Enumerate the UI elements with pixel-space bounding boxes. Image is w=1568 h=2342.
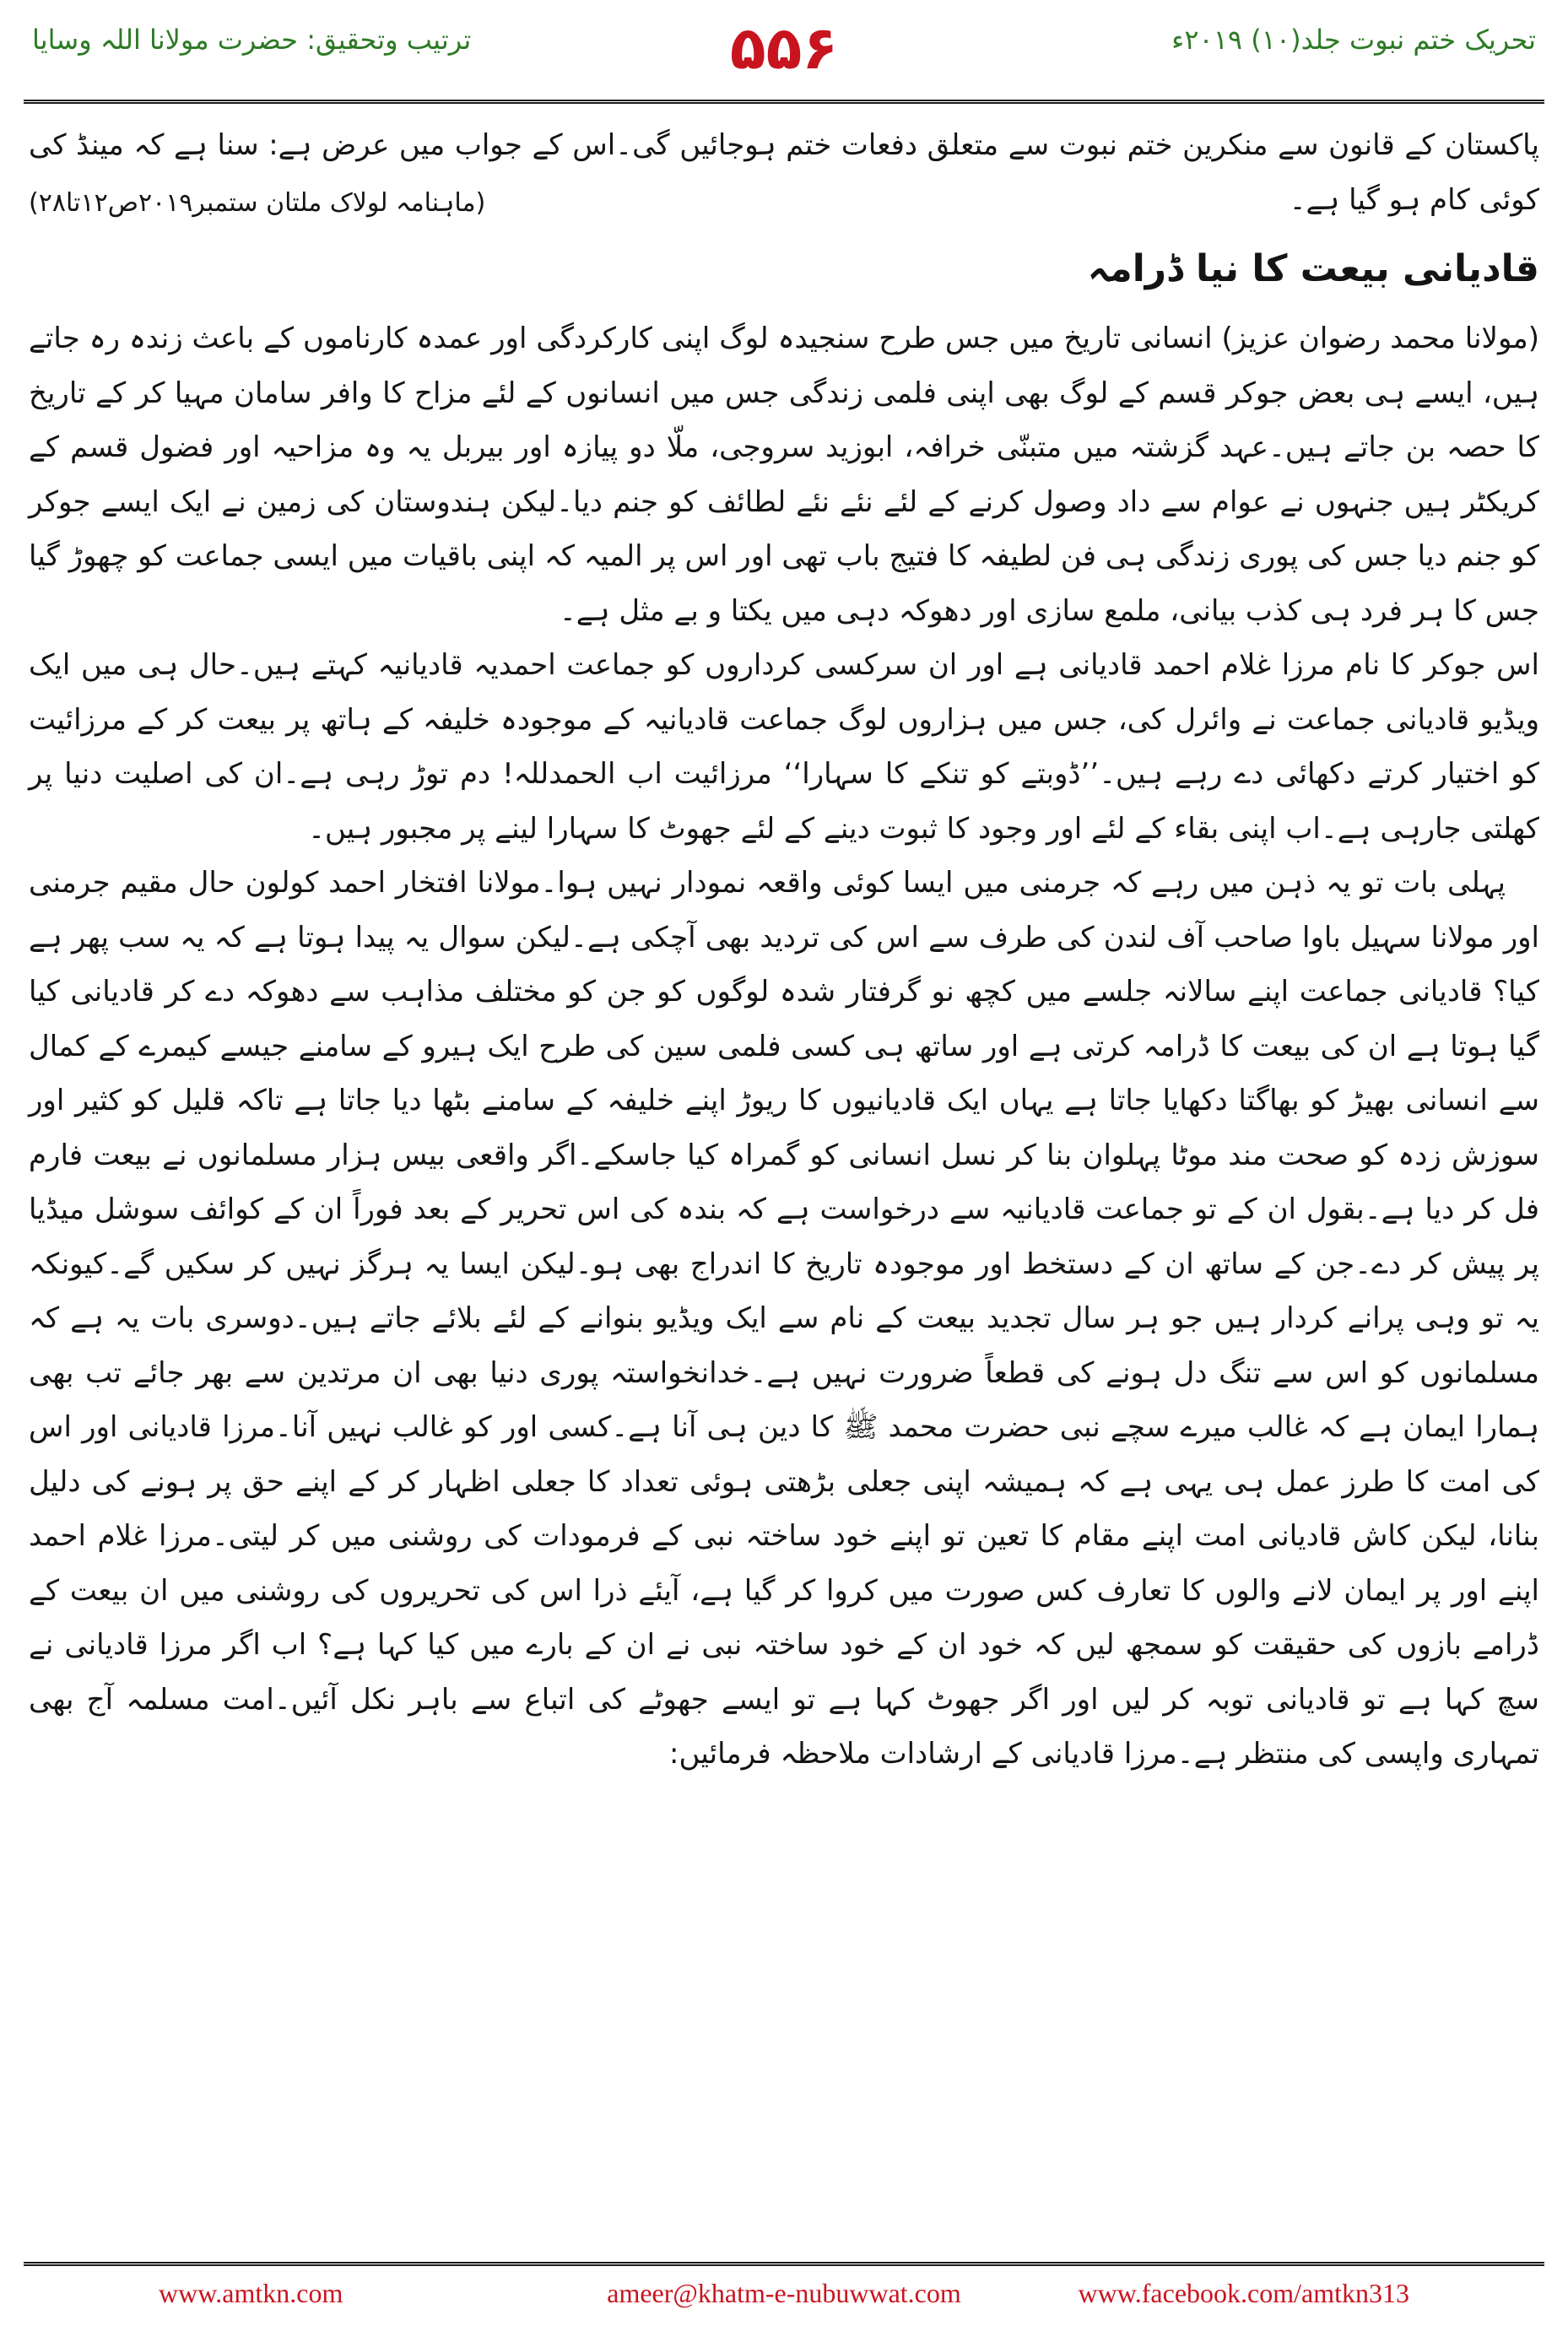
body-paragraph-1: (مولانا محمد رضوان عزیز) انسانی تاریخ میں جس طرح سنجیدہ لوگ اپنی کارکردگی اور عمدہ کارناموں کے باعث زندہ رہ جاتے ہیں، ایسے ہی بعض جوکر قسم کے لوگ بھی اپنی فلمی زندگی جس میں انسانوں کے لئے مزاح کا وافر سامان مہیا کر کے تاریخ کا حصہ بن جاتے ہیں۔عہد گزشتہ میں متبنّی خرافہ، ابوزید سروجی، ملّا دو پیازہ اور بیربل یہ وہ مزاحیہ اور فضول قسم کے کریکٹر ہیں جنہوں نے عوام سے داد وصول کرنے کے لئے نئے نئے لطائف کو جنم دیا۔لیکن ہندوستان کی زمین نے ایک ایسے جوکر کو جنم دیا جس کی پوری زندگی ہی فن لطیفہ کا فتیج باب تھی اور اس پر المیہ کہ اپنی باقیات میں ایسی جماعت کو چھوڑ گیا جس کا ہر فرد ہی کذب بیانی، ملمع سازی اور دھوکہ دہی میں یکتا و بے مثل ہے۔ — [29, 322, 1539, 628]
book-title: تحریک ختم نبوت جلد(۱۰) ۲۰۱۹ء — [1171, 24, 1536, 56]
section-title: قادیانی بیعت کا نیا ڈرامہ — [1087, 247, 1539, 290]
compiler-credit: ترتیب وتحقیق: حضرت مولانا اللہ وسایا — [32, 24, 472, 56]
body-paragraph-2: اس جوکر کا نام مرزا غلام احمد قادیانی ہے اور ان سرکسی کرداروں کو جماعت احمدیہ قادیانیہ کہتے ہیں۔حال ہی میں ایک ویڈیو قادیانی جماعت نے وائرل کی، جس میں ہزاروں لوگ جماعت قادیانیہ کے موجودہ خلیفہ کے ہاتھ پر بیعت کر کے مرزائیت کو اختیار کرتے دکھائی دے رہے ہیں۔’’ڈوبتے کو تنکے کا سہارا‘‘ مرزائیت اب الحمدللہ! دم توڑ رہی ہے۔ان کی اصلیت دنیا پر کھلتی جارہی ہے۔اب اپنی بقاء کے لئے اور وجود کا ثبوت دینے کے لئے جھوٹ کا سہارا لینے پر مجبور ہیں۔ — [29, 648, 1539, 846]
intro-paragraph: پاکستان کے قانون سے منکرین ختم نبوت سے متعلق دفعات ختم ہوجائیں گی۔اس کے جواب میں عرض ہے: سنا ہے کہ مینڈ کی کوئی کام ہو گیا ہے۔ — [29, 128, 1539, 217]
facebook-link[interactable]: www.facebook.com/amtkn313 — [1078, 2278, 1409, 2308]
page-number: ۵۵۶ — [729, 14, 839, 83]
page-footer — [24, 2262, 1544, 2325]
email-link[interactable]: ameer@khatm-e-nubuwwat.com — [607, 2278, 961, 2308]
page-content — [29, 118, 1539, 1782]
citation: (ماہنامہ لولاک ملتان ستمبر۲۰۱۹ص۱۲تا۲۸) — [29, 188, 486, 218]
body-paragraph-3: پہلی بات تو یہ ذہن میں رہے کہ جرمنی میں ایسا کوئی واقعہ نمودار نہیں ہوا۔مولانا افتخار احمد کولون حال مقیم جرمنی اور مولانا سہیل باوا صاحب آف لندن کی طرف سے اس کی تردید بھی آچکی ہے۔لیکن سوال یہ پیدا ہوتا ہے کہ یہ سب پھر ہے کیا؟ قادیانی جماعت اپنے سالانہ جلسے میں کچھ نو گرفتار شدہ لوگوں کو جن کو مختلف مذاہب سے دھوکہ دے کر قادیانی کیا گیا ہوتا ہے ان کی بیعت کا ڈرامہ کرتی ہے اور ساتھ ہی کسی فلمی سین کی طرح ایک ہیرو کے سامنے جیسے کیمرے کے کمال سے انسانی بھیڑ کو بھاگتا دکھایا جاتا ہے یہاں ایک قادیانیوں کا ریوڑ اپنے خلیفہ کے سامنے بٹھا دیا جاتا ہے تاکہ قلیل کو کثیر اور سوزش زدہ کو صحت مند موٹا پہلوان بنا کر نسل انسانی کو گمراہ کیا جاسکے۔اگر واقعی بیس ہزار مسلمانوں نے بیعت فارم فل کر دیا ہے۔بقول ان کے تو جماعت قادیانیہ سے درخواست ہے کہ بندہ کی اس تحریر کے بعد فوراً ان کے کوائف سوشل میڈیا پر پیش کر دے۔جن کے ساتھ ان کے دستخط اور موجودہ تاریخ کا اندراج بھی ہو۔لیکن ایسا یہ ہرگز نہیں کر سکیں گے۔کیونکہ یہ تو وہی پرانے کردار ہیں جو ہر سال تجدید بیعت کے نام سے ایک ویڈیو بنوانے کے لئے بلائے جاتے ہیں۔دوسری بات یہ ہے کہ مسلمانوں کو اس سے تنگ دل ہونے کی قطعاً ضرورت نہیں ہے۔خدانخواستہ پوری دنیا بھی ان مرتدین سے بھر جائے تب بھی ہمارا ایمان ہے کہ غالب میرے سچے نبی حضرت محمد ﷺ کا دین ہی آنا ہے۔کسی اور کو غالب نہیں آنا۔مرزا قادیانی اور اس کی امت کا طرز عمل ہی یہی ہے کہ ہمیشہ اپنی جعلی بڑھتی ہوئی تعداد کا جعلی اظہار کر کے اپنے حق پر ہونے کی دلیل بنانا، لیکن کاش قادیانی امت اپنے مقام کا تعین تو اپنے خود ساختہ نبی کے فرمودات کی روشنی میں کر لیتی۔مرزا غلام احمد اپنے اور پر ایمان لانے والوں کا تعارف کس صورت میں کروا کر گیا ہے، آیئے ذرا اس کی تحریروں کی روشنی میں ان بیعت کے ڈرامے بازوں کی حقیقت کو سمجھ لیں کہ خود ان کے خود ساختہ نبی نے ان کے بارے میں کیا کہا ہے؟ اب اگر مرزا قادیانی نے سچ کہا ہے تو قادیانی توبہ کر لیں اور اگر جھوٹ کہا ہے تو ایسے جھوٹے کی اتباع سے باہر نکل آئیں۔امت مسلمہ آج بھی تمہاری واپسی کی منتظر ہے۔مرزا قادیانی کے ارشادات ملاحظہ فرمائیں: — [29, 866, 1540, 1771]
website-link[interactable]: www.amtkn.com — [159, 2278, 343, 2308]
page-header — [24, 14, 1544, 104]
